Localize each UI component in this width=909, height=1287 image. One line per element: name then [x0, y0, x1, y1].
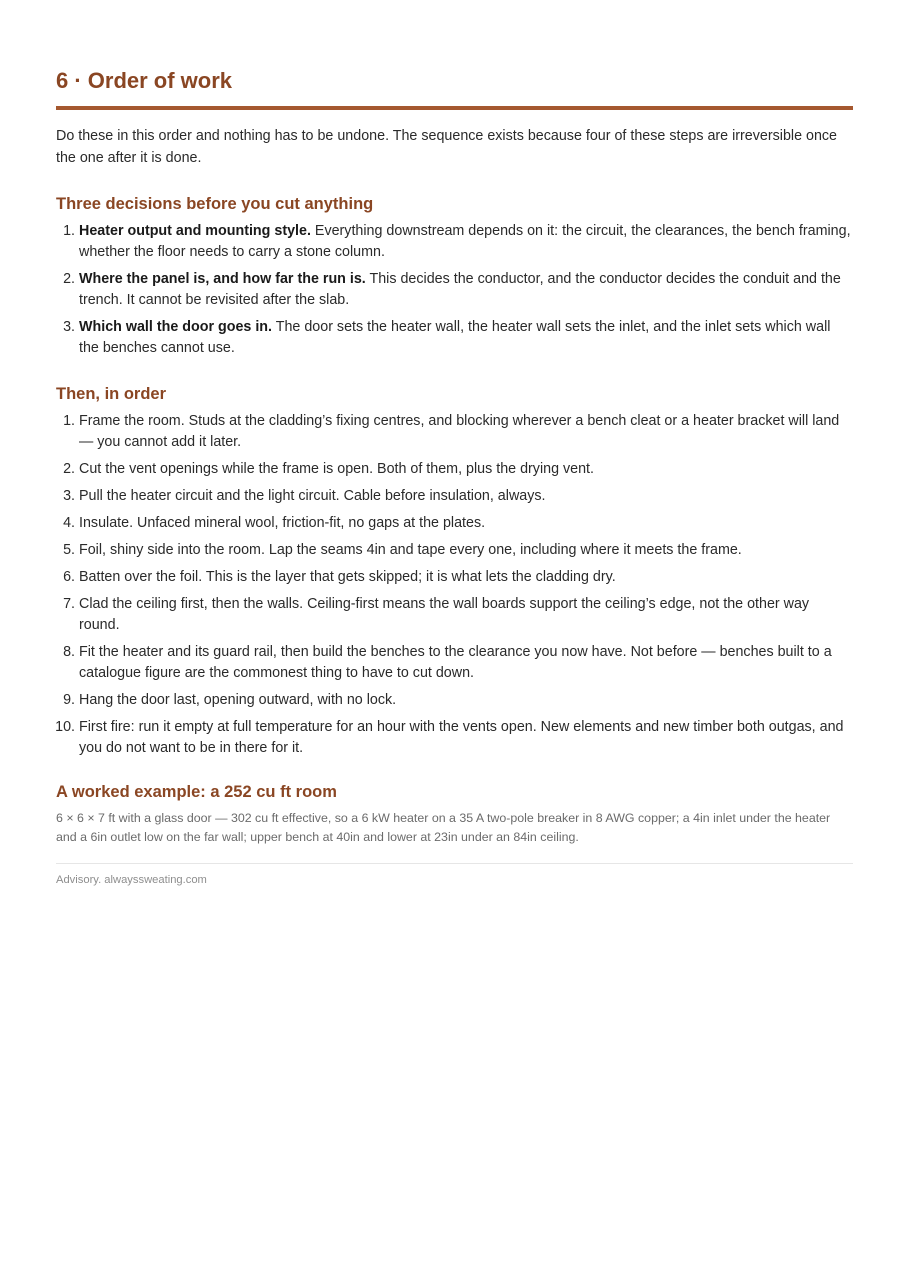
decisions-heading: Three decisions before you cut anything — [56, 195, 374, 213]
example-heading: A worked example: a 252 cu ft room — [56, 783, 337, 801]
item-text: The door sets the heater wall, the heater wall sets the inlet, and the inlet sets which wall the benches cannot use. — [79, 319, 831, 356]
item-text: First fire: run it empty at full temperature for an hour with the vents open. New elements and new timber both outgas, and you do not want to be in there for it. — [79, 719, 844, 756]
intro-paragraph: Do these in this order and nothing has to be undone. The sequence exists because four of these steps are irreversible once the one after it is done. — [56, 128, 837, 166]
list-item — [56, 513, 853, 534]
list-item — [56, 221, 853, 263]
item-text: This decides the conductor, and the conductor decides the conduit and the trench. It cannot be revisited after the slab. — [79, 271, 841, 308]
list-item — [56, 540, 853, 561]
decisions-list — [56, 221, 853, 359]
item-number: 7. — [63, 596, 75, 612]
item-number: 6. — [63, 569, 75, 585]
item-lead: Which wall the door goes in. — [79, 319, 273, 335]
item-text: Hang the door last, opening outward, with no lock. — [79, 692, 397, 708]
list-item — [56, 717, 853, 759]
item-number: 4. — [63, 515, 75, 531]
item-text: Batten over the foil. This is the layer that gets skipped; it is what lets the cladding dry. — [79, 569, 616, 585]
list-item — [56, 317, 853, 359]
item-text: Clad the ceiling first, then the walls. Ceiling-first means the wall boards support the ceiling’s edge, not the other way round. — [79, 596, 810, 633]
item-text: Insulate. Unfaced mineral wool, friction-fit, no gaps at the plates. — [79, 515, 486, 531]
list-item — [56, 459, 853, 480]
item-text: Frame the room. Studs at the cladding’s fixing centres, and blocking wherever a bench cleat or a heater bracket will land — you cannot add it later. — [79, 413, 840, 450]
item-number: 5. — [63, 542, 75, 558]
item-number: 9. — [63, 692, 75, 708]
item-number: 8. — [63, 644, 75, 660]
item-number: 10. — [55, 719, 75, 735]
item-text: Everything downstream depends on it: the circuit, the clearances, the bench framing, whether the floor needs to carry a stone column. — [79, 223, 851, 260]
list-item — [56, 411, 853, 453]
example-text: 6 × 6 × 7 ft with a glass door — 302 cu ft effective, so a 6 kW heater on a 35 A two-pole breaker in 8 AWG copper; a 4in inlet under the heater and a 6in outlet low on the far wall; upper bench at 40in and lower at 23in under an 84in ceiling. — [56, 811, 831, 844]
item-lead: Heater output and mounting style. — [79, 223, 311, 239]
item-text: Foil, shiny side into the room. Lap the seams 4in and tape every one, including where it meets the frame. — [79, 542, 742, 558]
steps-heading: Then, in order — [56, 385, 167, 403]
item-number: 1. — [63, 223, 75, 239]
list-item — [56, 594, 853, 636]
list-item — [56, 486, 853, 507]
item-lead: Where the panel is, and how far the run is. — [79, 271, 366, 287]
item-text: Cut the vent openings while the frame is open. Both of them, plus the drying vent. — [79, 461, 594, 477]
item-number: 2. — [63, 461, 75, 477]
list-item — [56, 269, 853, 311]
footer-divider — [56, 863, 853, 864]
list-item — [56, 567, 853, 588]
footer-note: Advisory. alwayssweating.com — [56, 874, 207, 886]
list-item — [56, 642, 853, 684]
item-number: 3. — [63, 319, 75, 335]
item-number: 3. — [63, 488, 75, 504]
page-title: 6 · Order of work — [56, 66, 853, 110]
item-number: 2. — [63, 271, 75, 287]
list-item — [56, 690, 853, 711]
item-number: 1. — [63, 413, 75, 429]
item-text: Fit the heater and its guard rail, then build the benches to the clearance you now have. Not before — benches built to a catalogue figure are the commonest thing to have to cut down. — [79, 644, 832, 681]
item-text: Pull the heater circuit and the light circuit. Cable before insulation, always. — [79, 488, 546, 504]
steps-list — [56, 411, 853, 759]
